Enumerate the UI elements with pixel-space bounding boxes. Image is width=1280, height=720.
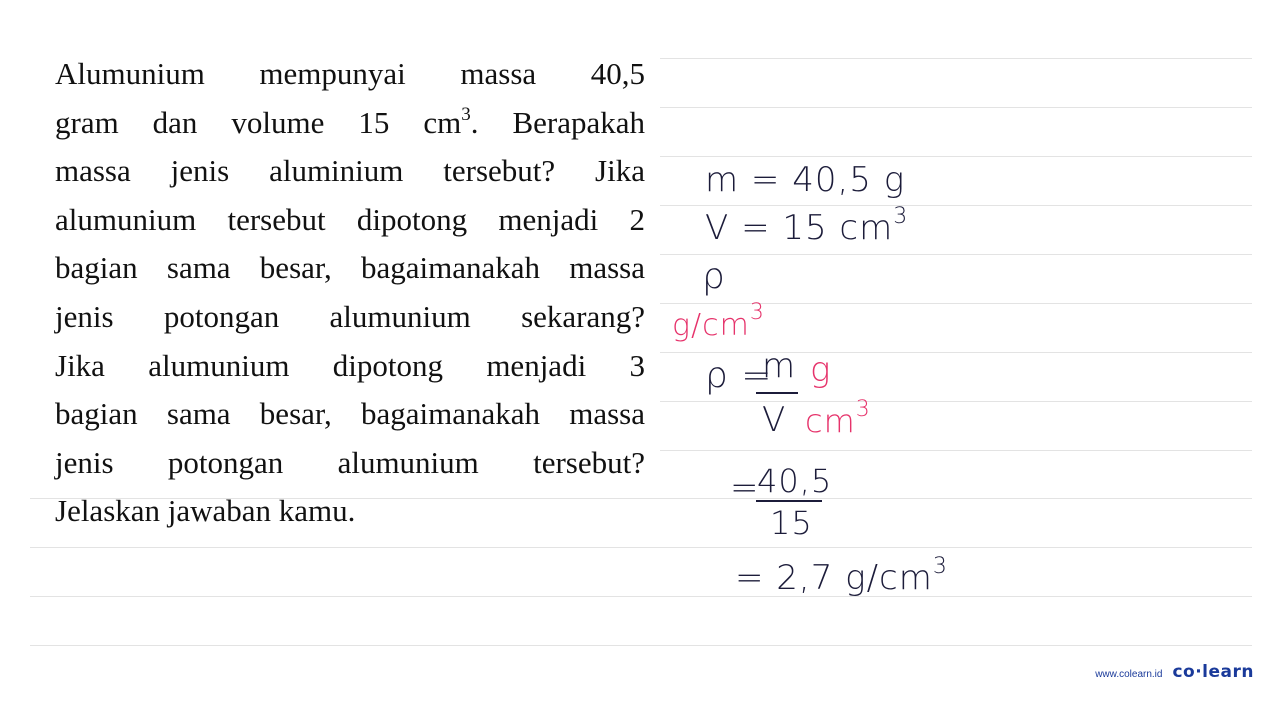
rule-line xyxy=(660,303,1252,304)
formula-den-exponent: 3 xyxy=(855,397,871,422)
problem-text xyxy=(55,50,645,536)
rule-line xyxy=(30,645,1252,646)
rule-line xyxy=(660,401,1252,402)
result-exponent: 3 xyxy=(932,554,948,579)
problem-line-4: alumunium tersebut dipotong menjadi 2 xyxy=(55,201,645,237)
rule-line xyxy=(660,205,1252,206)
volume-exponent: 3 xyxy=(893,204,909,229)
cm-exponent: 3 xyxy=(461,103,471,125)
formula-lhs: ρ = xyxy=(705,355,773,396)
colearn-logo: co·learn xyxy=(1172,662,1254,682)
problem-line-3: massa jenis aluminium tersebut? Jika xyxy=(55,153,645,189)
formula-denominator-unit: $cm^3$ xyxy=(805,397,871,440)
step-numerator: 40,5 xyxy=(757,462,833,500)
formula-denominator: V xyxy=(762,400,787,440)
rule-line xyxy=(660,58,1252,59)
problem-line-2-text: gram dan volume 15 cm xyxy=(55,104,462,140)
formula-numerator-unit: g xyxy=(810,350,832,390)
problem-line-2 xyxy=(55,99,645,148)
formula-fraction-bar xyxy=(756,392,798,394)
rule-line xyxy=(660,450,1252,451)
rho-symbol: ρ xyxy=(702,256,726,297)
problem-line-2-tail: . Berapakah xyxy=(470,104,645,140)
step-fraction-bar xyxy=(756,500,822,502)
result: = 2,7 $g/cm^3$ xyxy=(735,554,948,598)
step-denominator: 15 xyxy=(770,504,813,542)
rule-line xyxy=(30,547,1252,548)
rule-line xyxy=(660,156,1252,157)
problem-line-5: bagian sama besar, bagaimanakah massa xyxy=(55,250,645,286)
problem-line-10: Jelaskan jawaban kamu. xyxy=(55,493,356,529)
rule-line xyxy=(660,107,1252,108)
step-equals: = xyxy=(730,468,760,508)
formula-numerator: m xyxy=(762,346,797,386)
brand-website: www.colearn.id xyxy=(1095,669,1163,680)
problem-line-1: Alumunium mempunyai massa 40,5 xyxy=(55,56,645,91)
density-unit-note: $g/cm^3$ xyxy=(672,300,765,343)
rule-line xyxy=(660,254,1252,255)
rule-line xyxy=(30,596,1252,597)
problem-line-6: jenis potongan alumunium sekarang? xyxy=(55,298,645,334)
unit-note-exponent: 3 xyxy=(749,300,765,325)
colearn-brand xyxy=(1095,662,1254,682)
rule-line xyxy=(660,352,1252,353)
given-volume: V = 15 $cm^3$ xyxy=(705,204,909,248)
problem-line-9: jenis potongan alumunium tersebut? xyxy=(55,444,645,480)
problem-line-7: Jika alumunium dipotong menjadi 3 xyxy=(55,347,645,383)
given-mass: m = 40,5 g xyxy=(705,160,906,200)
problem-line-8: bagian sama besar, bagaimanakah massa xyxy=(55,396,645,432)
